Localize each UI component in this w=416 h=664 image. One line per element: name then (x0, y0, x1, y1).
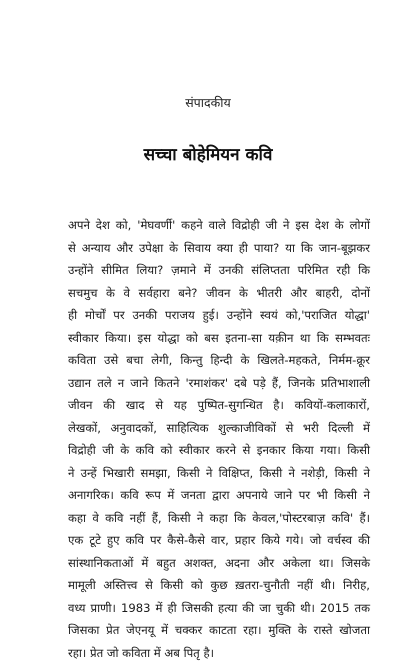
page-title: सच्चा बोहेमियन कवि (0, 142, 416, 165)
text-line: जिसका प्रेत जेएनयू में चक्कर काटता रहा। मुक्ति के रास्ते खोजता (68, 619, 370, 642)
text-line: रहा। प्रेत जो कविता में अब पितृ है। (68, 642, 370, 664)
text-line: सांस्थानिकताओं में बहुत अशक्त, अदना और अकेला था। जिसके (68, 552, 370, 575)
text-line: एक टूटे हुए कवि पर कैसे-कैसे वार, प्रहार किये गये। जो वर्चस्व की (68, 529, 370, 552)
text-line: लेखकों, अनुवादकों, साहित्यिक शुल्काजीविकों से भरी दिल्ली में (68, 417, 370, 440)
text-line: उद्यान तले न जाने कितने 'रमाशंकर' दबे पड़े हैं, जिनके प्रतिभाशाली (68, 372, 370, 395)
text-line: ही मोर्चों पर उनकी पराजय हुई। उन्होंने स्वयं को,'पराजित योद्धा' (68, 304, 370, 327)
text-line: कहा वे कवि नहीं हैं, किसी ने कहा कि केवल,'पोस्टरबाज़ कवि' हैं। (68, 507, 370, 530)
text-line: अपने देश को, 'मेघवर्णी' कहने वाले विद्रोही जी ने इस देश के लोगों (68, 214, 370, 237)
text-line: से अन्याय और उपेक्षा के सिवाय क्या ही पाया? या कि जान-बूझकर (68, 237, 370, 260)
editorial-body (68, 214, 370, 664)
text-line: सचमुच के वे सर्वहारा बने? जीवन के भीतरी और बाहरी, दोनों (68, 282, 370, 305)
section-label: संपादकीय (0, 94, 416, 111)
text-line: ने उन्हें भिखारी समझा, किसी ने विक्षिप्त, किसी ने नशेड़ी, किसी ने (68, 462, 370, 485)
text-line: उन्होंने सीमित लिया? ज़माने में उनकी संलिप्तता परिमित रही कि (68, 259, 370, 282)
text-line: जीवन की खाद से यह पुष्पित-सुगन्धित है। कवियों-कलाकारों, (68, 394, 370, 417)
text-line: स्वीकार किया। इस योद्धा को बस इतना-सा यक़ीन था कि सम्भवतः (68, 327, 370, 350)
text-line: वध्य प्राणी। 1983 में ही जिसकी हत्या की जा चुकी थी। 2015 तक (68, 597, 370, 620)
text-line: विद्रोही जी के कवि को स्वीकार करने से इनकार किया गया। किसी (68, 439, 370, 462)
text-line: मामूली अस्तित्त्व से किसी को कुछ ख़तरा-चुनौती नहीं थी। निरीह, (68, 574, 370, 597)
text-line: कविता उसे बचा लेगी, किन्तु हिन्दी के खिलते-महकते, निर्मम-क्रूर (68, 349, 370, 372)
text-line: अनागरिक। कवि रूप में जनता द्वारा अपनाये जाने पर भी किसी ने (68, 484, 370, 507)
